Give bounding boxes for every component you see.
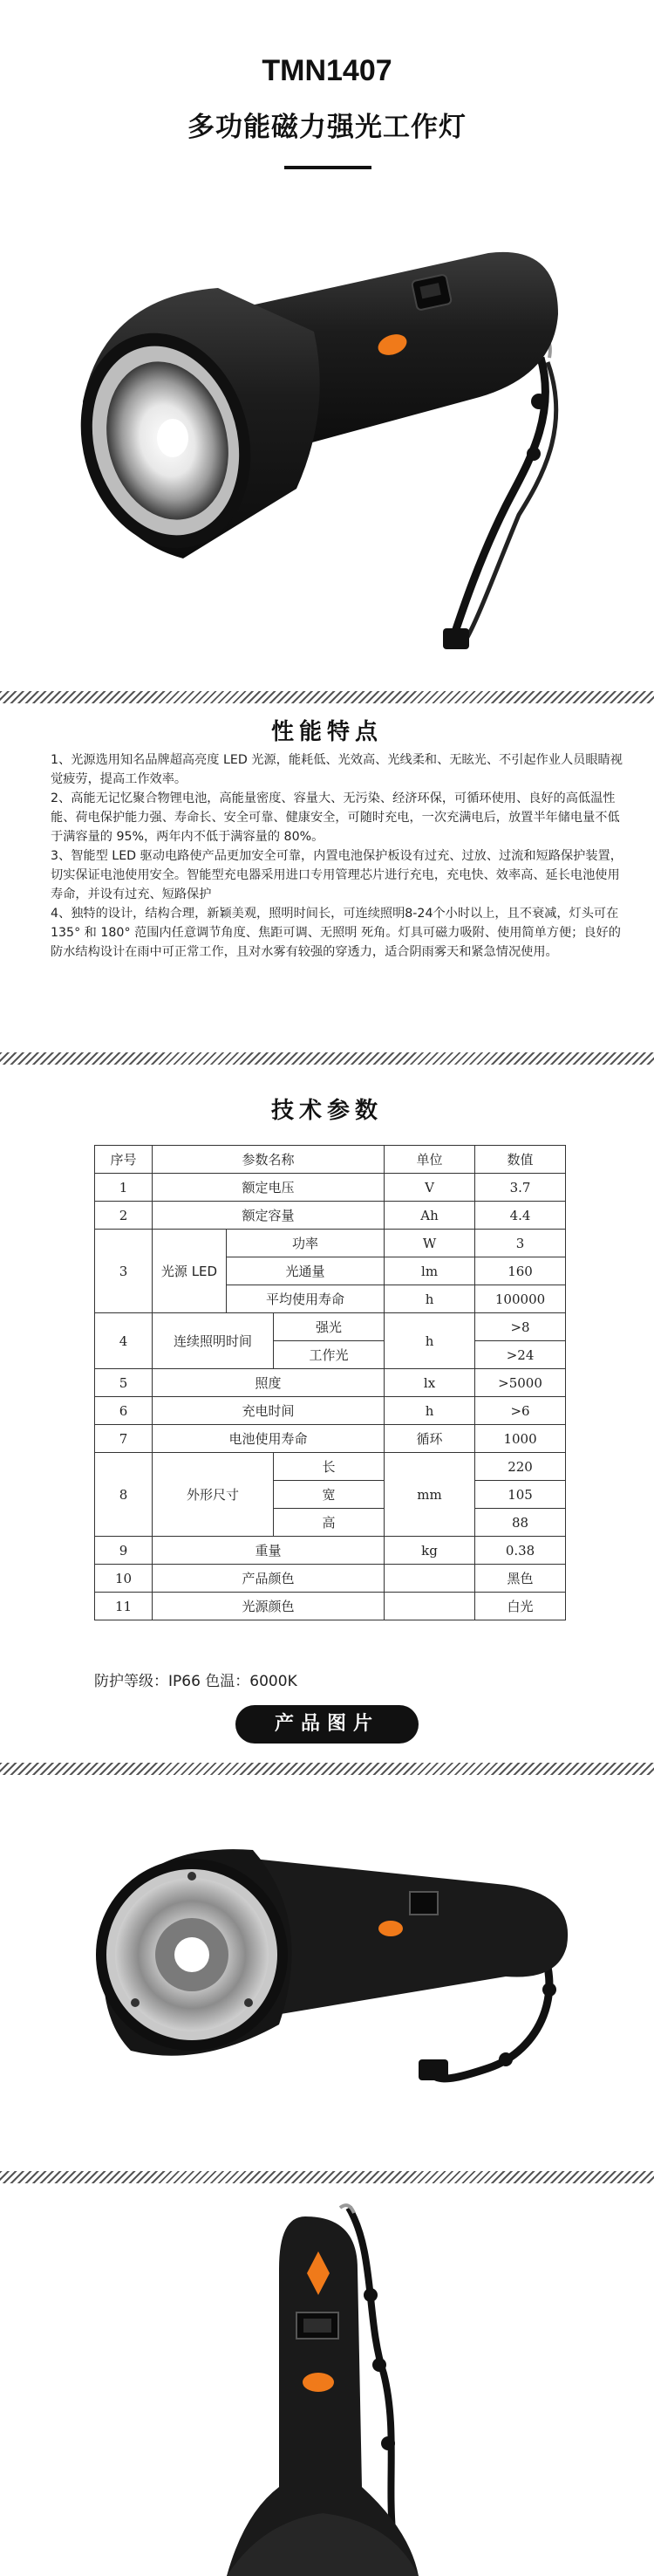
table-row [95,1593,566,1620]
table-header-cell: 序号 [95,1146,153,1174]
table-cell: >8 [475,1313,566,1341]
table-cell: 0.38 [475,1537,566,1565]
feature-item: 2、高能无记忆聚合物锂电池，高能量密度、容量大、无污染、经济环保，可循环使用、良好的高低温性能、荷电保护能力强、寿命长、安全可靠、健康安全，可随时充电，一次充满电后，放置半年储电量不低于满容量的 95%，两年内不低于满容量的 80%。 [51,791,620,844]
table-cell: 额定电压 [153,1174,385,1202]
table-cell: 光通量 [227,1257,385,1285]
table-cell: h [385,1285,475,1313]
table-cell: 11 [95,1593,153,1620]
table-cell: lx [385,1369,475,1397]
table-cell: >5000 [475,1369,566,1397]
table-cell: >6 [475,1397,566,1425]
divider-hatch [0,691,654,703]
specs-title: 技术参数 [270,1098,383,1124]
table-cell: 100000 [475,1285,566,1313]
table-cell: 高 [274,1509,385,1537]
product-photo-top [209,2199,471,2576]
table-cell: 4.4 [475,1202,566,1230]
table-cell: 连续照明时间 [153,1313,274,1369]
table-header-cell: 单位 [385,1146,475,1174]
table-cell: 产品颜色 [153,1565,385,1593]
table-cell: 充电时间 [153,1397,385,1425]
protection-rating: 防护等级：IP66 色温：6000K [94,1673,297,1690]
product-model: TMN1407 [262,54,392,87]
table-cell: 2 [95,1202,153,1230]
title-underline [284,166,371,169]
table-cell: 平均使用寿命 [227,1285,385,1313]
table-cell: 外形尺寸 [153,1453,274,1537]
table-cell: 1000 [475,1425,566,1453]
table-cell: 光源颜色 [153,1593,385,1620]
table-cell: 10 [95,1565,153,1593]
table-cell: 7 [95,1425,153,1453]
table-header-row [95,1146,566,1174]
table-cell: 照度 [153,1369,385,1397]
table-row [95,1174,566,1202]
table-cell: 强光 [274,1313,385,1341]
table-row [95,1230,566,1257]
spec-table [94,1145,566,1620]
hero-product-image [70,244,593,663]
table-cell: 105 [475,1481,566,1509]
divider-hatch [0,1052,654,1065]
table-row [95,1565,566,1593]
table-cell: 光源 LED [153,1230,227,1313]
table-cell: 3 [475,1230,566,1257]
table-header-cell: 数值 [475,1146,566,1174]
table-cell: lm [385,1257,475,1285]
table-cell: 160 [475,1257,566,1285]
divider-hatch [0,2171,654,2183]
table-cell: 额定容量 [153,1202,385,1230]
product-name: 多功能磁力强光工作灯 [187,112,467,143]
table-cell: h [385,1397,475,1425]
table-cell: h [385,1313,475,1369]
table-cell: 电池使用寿命 [153,1425,385,1453]
table-cell: 3.7 [475,1174,566,1202]
table-row [95,1425,566,1453]
table-cell: mm [385,1453,475,1537]
table-cell: 循环 [385,1425,475,1453]
table-cell: 3 [95,1230,153,1313]
table-cell [385,1565,475,1593]
table-row [95,1313,566,1341]
table-cell: 9 [95,1537,153,1565]
table-cell: 1 [95,1174,153,1202]
table-cell: 8 [95,1453,153,1537]
table-cell: 88 [475,1509,566,1537]
table-cell: V [385,1174,475,1202]
table-cell: 黑色 [475,1565,566,1593]
feature-item: 1、光源选用知名品牌超高亮度 LED 光源，能耗低、光效高、光线柔和、无眩光、不引起作业人员眼睛视觉疲劳，提高工作效率。 [51,753,623,786]
table-row [95,1202,566,1230]
features-title: 性能特点 [270,719,383,745]
features-list [51,750,626,962]
table-cell: 重量 [153,1537,385,1565]
table-header-cell: 参数名称 [153,1146,385,1174]
table-row [95,1397,566,1425]
table-row [95,1537,566,1565]
table-cell [385,1593,475,1620]
table-cell: 220 [475,1453,566,1481]
table-row [95,1369,566,1397]
table-cell: W [385,1230,475,1257]
table-cell: 功率 [227,1230,385,1257]
table-cell: 5 [95,1369,153,1397]
product-photo-front [52,1789,602,2155]
feature-item: 3、智能型 LED 驱动电路使产品更加安全可靠，内置电池保护板设有过充、过放、过流和短路保护装置，切实保证电池使用安全。智能型充电器采用进口专用管理芯片进行充电，充电快、效率高、延长电池使用寿命，并设有过充、短路保护 [51,849,623,901]
table-row [95,1453,566,1481]
table-cell: 宽 [274,1481,385,1509]
gallery-title: 产品图片 [235,1705,419,1744]
table-cell: Ah [385,1202,475,1230]
table-cell: kg [385,1537,475,1565]
table-cell: 6 [95,1397,153,1425]
table-cell: 白光 [475,1593,566,1620]
table-cell: 工作光 [274,1341,385,1369]
feature-item: 4、独特的设计，结构合理，新颖美观，照明时间长，可连续照明8-24个小时以上，且不衰减，灯头可在 135° 和 180° 范围内任意调节角度、焦距可调、无照明 死角。灯具可磁力吸附、使用简单方便；良好的防水结构设计在雨中可正常工作，且对水雾有较强的穿透力，适合阴雨雾天和紧急情况使用。 [51,907,621,959]
table-cell: 4 [95,1313,153,1369]
table-cell: 长 [274,1453,385,1481]
table-cell: >24 [475,1341,566,1369]
divider-hatch [0,1763,654,1775]
